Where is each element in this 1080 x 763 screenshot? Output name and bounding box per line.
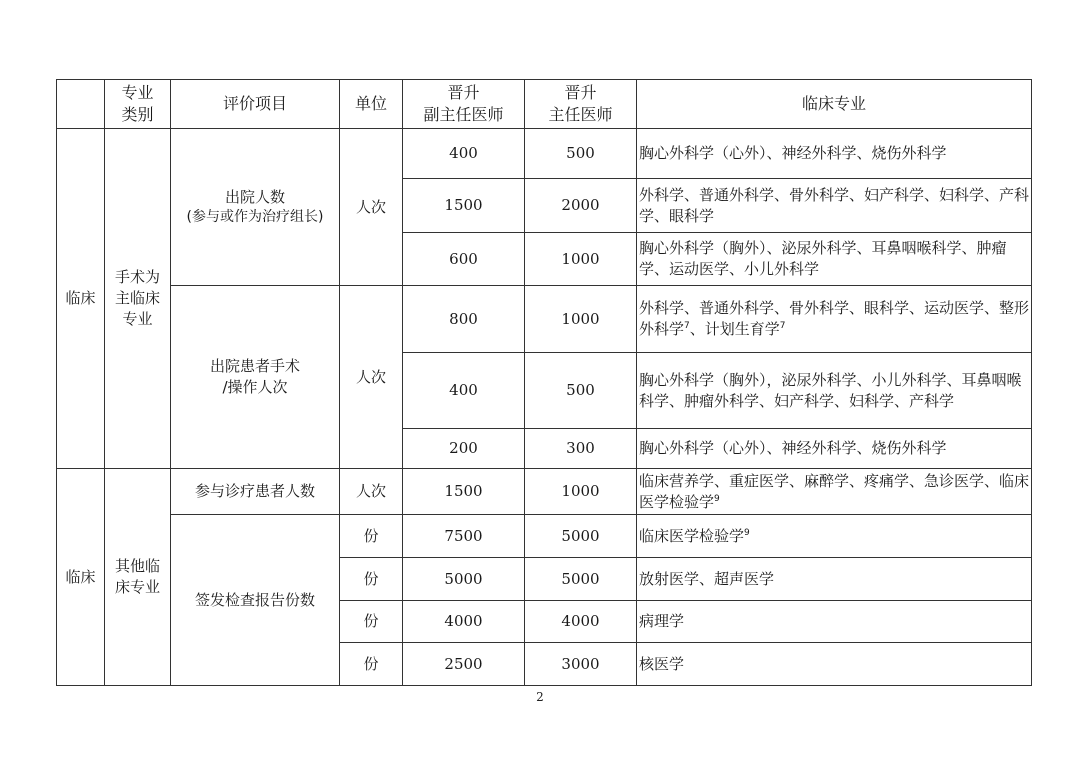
specialty-list: 胸心外科学（胸外）、泌尿外科学、耳鼻咽喉科学、肿瘤学、运动医学、小儿外科学 (637, 233, 1032, 286)
table-row (57, 129, 1032, 179)
deputy-value: 4000 (403, 601, 525, 643)
specialty-list: 临床营养学、重症医学、麻醉学、疼痛学、急诊医学、临床医学检验学$^9$ (637, 469, 1032, 515)
header-clinical-specialty: 临床专业 (637, 80, 1032, 129)
deputy-value: 5000 (403, 558, 525, 601)
header-unit: 单位 (340, 80, 403, 129)
chief-value: 5000 (525, 515, 637, 558)
deputy-value: 400 (403, 353, 525, 429)
deputy-value: 1500 (403, 179, 525, 233)
deputy-value: 400 (403, 129, 525, 179)
specialty-list: 临床医学检验学$^9$ (637, 515, 1032, 558)
chief-value: 500 (525, 129, 637, 179)
specialty-list: 外科学、普通外科学、骨外科学、眼科学、运动医学、整形外科学$^7$、计划生育学$^7$ (637, 286, 1032, 353)
header-category: 专业 类别 (105, 80, 171, 129)
deputy-value: 800 (403, 286, 525, 353)
header-deputy-chief-physician: 晋升 副主任医师 (403, 80, 525, 129)
header-item: 评价项目 (171, 80, 340, 129)
deputy-value: 600 (403, 233, 525, 286)
specialty-list: 胸心外科学（心外）、神经外科学、烧伤外科学 (637, 429, 1032, 469)
header-blank (57, 80, 105, 129)
deputy-value: 2500 (403, 643, 525, 686)
chief-value: 1000 (525, 469, 637, 515)
section1-category: 手术为 主临床 专业 (105, 129, 171, 469)
header-chief-physician: 晋升 主任医师 (525, 80, 637, 129)
specialty-list: 放射医学、超声医学 (637, 558, 1032, 601)
chief-value: 500 (525, 353, 637, 429)
chief-value: 3000 (525, 643, 637, 686)
report-unit: 份 (340, 601, 403, 643)
specialty-list: 胸心外科学（胸外），泌尿外科学、小儿外科学、耳鼻咽喉科学、肿瘤外科学、妇产科学、妇科学、产科学 (637, 353, 1032, 429)
specialty-list: 外科学、普通外科学、骨外科学、妇产科学、妇科学、产科学、眼科学 (637, 179, 1032, 233)
section1-unit-1: 人次 (340, 129, 403, 286)
header-row (57, 80, 1032, 129)
specialty-list: 胸心外科学（心外）、神经外科学、烧伤外科学 (637, 129, 1032, 179)
deputy-value: 1500 (403, 469, 525, 515)
section2-item-reports: 签发检查报告份数 (171, 515, 340, 686)
specialty-list: 核医学 (637, 643, 1032, 686)
chief-value: 1000 (525, 286, 637, 353)
section2-unit-patients: 人次 (340, 469, 403, 515)
table-row (57, 469, 1032, 515)
section2-category: 其他临 床专业 (105, 469, 171, 686)
chief-value: 2000 (525, 179, 637, 233)
chief-value: 1000 (525, 233, 637, 286)
report-unit: 份 (340, 515, 403, 558)
section1-item-discharges: 出院人数 (参与或作为治疗组长) (171, 129, 340, 286)
table-row (57, 515, 1032, 558)
section2-item-patients: 参与诊疗患者人数 (171, 469, 340, 515)
section1-unit-2: 人次 (340, 286, 403, 469)
section2-domain: 临床 (57, 469, 105, 686)
chief-value: 5000 (525, 558, 637, 601)
deputy-value: 200 (403, 429, 525, 469)
page-number: 2 (536, 690, 544, 704)
report-unit: 份 (340, 643, 403, 686)
deputy-value: 7500 (403, 515, 525, 558)
chief-value: 4000 (525, 601, 637, 643)
chief-value: 300 (525, 429, 637, 469)
report-unit: 份 (340, 558, 403, 601)
specialty-list: 病理学 (637, 601, 1032, 643)
table-row (57, 286, 1032, 353)
evaluation-table (56, 79, 1032, 686)
section1-domain: 临床 (57, 129, 105, 469)
section1-item-surgeries: 出院患者手术 /操作人次 (171, 286, 340, 469)
